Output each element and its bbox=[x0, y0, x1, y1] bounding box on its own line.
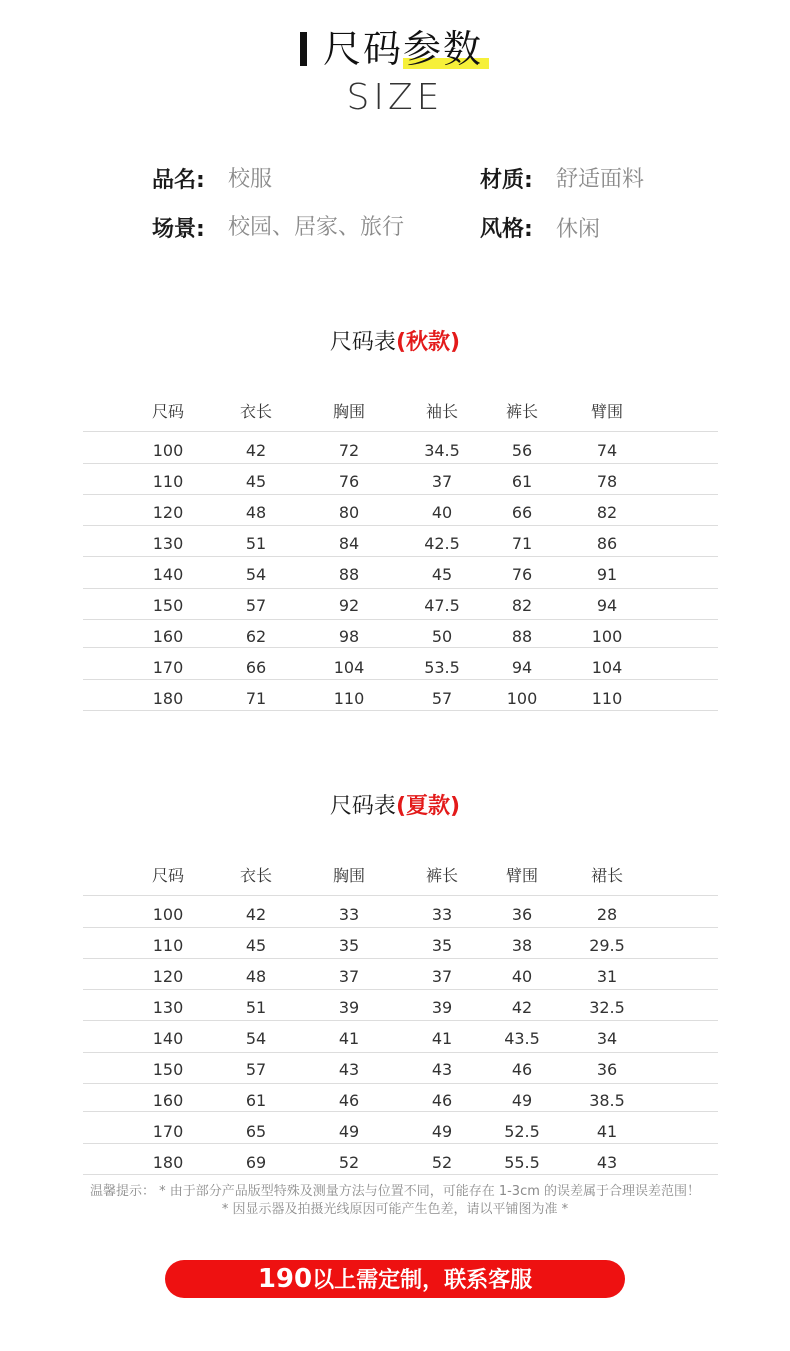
summer-table-title bbox=[0, 792, 790, 822]
column-header: 胸围 bbox=[332, 866, 365, 885]
autumn-title-suffix: (秋款) bbox=[395, 330, 461, 355]
table-cell: 49 bbox=[431, 1122, 453, 1141]
table-cell: 35 bbox=[338, 936, 360, 955]
table-cell: 94 bbox=[511, 658, 533, 677]
table-cell: 82 bbox=[596, 503, 618, 522]
table-cell: 160 bbox=[152, 1091, 184, 1110]
table-cell: 33 bbox=[431, 905, 453, 924]
table-cell: 34 bbox=[596, 1029, 618, 1048]
column-header: 胸围 bbox=[332, 402, 365, 421]
table-cell: 92 bbox=[338, 596, 360, 615]
table-cell: 98 bbox=[338, 627, 360, 646]
table-cell: 42 bbox=[245, 441, 267, 460]
autumn-table-title bbox=[0, 328, 790, 358]
column-header: 裤长 bbox=[505, 402, 538, 421]
table-cell: 41 bbox=[431, 1029, 453, 1048]
tip-note-tolerance: 温馨提示： * 由于部分产品版型特殊及测量方法与位置不同，可能存在 1-3cm 的误差属于合理误差范围！ bbox=[89, 1184, 701, 1199]
table-cell: 180 bbox=[152, 1153, 184, 1172]
table-cell: 45 bbox=[431, 565, 453, 584]
table-cell: 40 bbox=[431, 503, 453, 522]
table-cell: 61 bbox=[245, 1091, 267, 1110]
style-value: 休闲 bbox=[556, 217, 601, 242]
table-cell: 130 bbox=[152, 534, 184, 553]
table-cell: 54 bbox=[245, 565, 267, 584]
table-cell: 170 bbox=[152, 658, 184, 677]
table-cell: 46 bbox=[431, 1091, 453, 1110]
row-divider bbox=[83, 1020, 718, 1021]
table-cell: 40 bbox=[511, 967, 533, 986]
product-name-label: 品名: bbox=[152, 168, 205, 193]
cta-label: 以上需定制，联系客服 bbox=[312, 1268, 533, 1293]
table-cell: 33 bbox=[338, 905, 360, 924]
table-cell: 61 bbox=[511, 472, 533, 491]
table-cell: 45 bbox=[245, 936, 267, 955]
column-header: 臂围 bbox=[505, 866, 538, 885]
table-cell: 110 bbox=[152, 936, 184, 955]
table-cell: 45 bbox=[245, 472, 267, 491]
row-divider bbox=[83, 431, 718, 432]
table-cell: 54 bbox=[245, 1029, 267, 1048]
table-cell: 41 bbox=[338, 1029, 360, 1048]
table-cell: 130 bbox=[152, 998, 184, 1017]
table-cell: 43 bbox=[431, 1060, 453, 1079]
table-cell: 49 bbox=[338, 1122, 360, 1141]
table-cell: 150 bbox=[152, 596, 184, 615]
row-divider bbox=[83, 647, 718, 648]
table-cell: 74 bbox=[596, 441, 618, 460]
table-cell: 57 bbox=[431, 689, 453, 708]
row-divider bbox=[83, 1083, 718, 1084]
page-subtitle: SIZE bbox=[346, 77, 444, 118]
table-cell: 100 bbox=[591, 627, 623, 646]
row-divider bbox=[83, 1174, 718, 1175]
table-cell: 52 bbox=[338, 1153, 360, 1172]
table-cell: 46 bbox=[338, 1091, 360, 1110]
table-cell: 100 bbox=[506, 689, 538, 708]
scene-label: 场景: bbox=[152, 217, 205, 242]
column-header: 衣长 bbox=[239, 402, 272, 421]
table-cell: 39 bbox=[431, 998, 453, 1017]
table-cell: 62 bbox=[245, 627, 267, 646]
table-cell: 49 bbox=[511, 1091, 533, 1110]
cta-size-number: 190 bbox=[257, 1264, 313, 1294]
table-cell: 35 bbox=[431, 936, 453, 955]
table-cell: 120 bbox=[152, 967, 184, 986]
table-cell: 50 bbox=[431, 627, 453, 646]
table-cell: 86 bbox=[596, 534, 618, 553]
table-cell: 36 bbox=[596, 1060, 618, 1079]
table-cell: 29.5 bbox=[589, 936, 625, 955]
table-cell: 55.5 bbox=[504, 1153, 540, 1172]
table-cell: 120 bbox=[152, 503, 184, 522]
table-cell: 110 bbox=[152, 472, 184, 491]
table-cell: 140 bbox=[152, 565, 184, 584]
row-divider bbox=[83, 556, 718, 557]
custom-order-contact-button[interactable] bbox=[165, 1260, 625, 1298]
table-cell: 100 bbox=[152, 441, 184, 460]
row-divider bbox=[83, 710, 718, 711]
table-cell: 160 bbox=[152, 627, 184, 646]
row-divider bbox=[83, 1111, 718, 1112]
table-cell: 110 bbox=[591, 689, 623, 708]
table-cell: 91 bbox=[596, 565, 618, 584]
material-value: 舒适面料 bbox=[556, 167, 645, 192]
table-cell: 66 bbox=[245, 658, 267, 677]
table-cell: 48 bbox=[245, 967, 267, 986]
title-accent-bar bbox=[300, 32, 307, 66]
table-cell: 43 bbox=[596, 1153, 618, 1172]
table-cell: 140 bbox=[152, 1029, 184, 1048]
table-cell: 78 bbox=[596, 472, 618, 491]
table-cell: 37 bbox=[431, 967, 453, 986]
tip-note-color: * 因显示器及拍摄光线原因可能产生色差，请以平铺图为准 * bbox=[221, 1202, 569, 1217]
table-cell: 42 bbox=[511, 998, 533, 1017]
table-cell: 38 bbox=[511, 936, 533, 955]
autumn-size-table bbox=[83, 400, 718, 712]
row-divider bbox=[83, 588, 718, 589]
row-divider bbox=[83, 619, 718, 620]
row-divider bbox=[83, 958, 718, 959]
table-cell: 52 bbox=[431, 1153, 453, 1172]
column-header: 尺码 bbox=[151, 866, 184, 885]
table-cell: 56 bbox=[511, 441, 533, 460]
summer-title-prefix: 尺码表 bbox=[329, 794, 396, 819]
table-cell: 104 bbox=[591, 658, 623, 677]
table-cell: 80 bbox=[338, 503, 360, 522]
column-header: 袖长 bbox=[425, 402, 458, 421]
table-cell: 51 bbox=[245, 998, 267, 1017]
summer-size-table bbox=[83, 864, 718, 1176]
table-cell: 76 bbox=[338, 472, 360, 491]
table-cell: 43.5 bbox=[504, 1029, 540, 1048]
style-label: 风格: bbox=[480, 217, 533, 242]
table-cell: 72 bbox=[338, 441, 360, 460]
material-label: 材质: bbox=[480, 168, 533, 193]
table-cell: 150 bbox=[152, 1060, 184, 1079]
table-cell: 31 bbox=[596, 967, 618, 986]
table-cell: 84 bbox=[338, 534, 360, 553]
product-name-value: 校服 bbox=[228, 167, 273, 192]
table-cell: 47.5 bbox=[424, 596, 460, 615]
table-cell: 37 bbox=[338, 967, 360, 986]
table-cell: 28 bbox=[596, 905, 618, 924]
table-cell: 46 bbox=[511, 1060, 533, 1079]
row-divider bbox=[83, 679, 718, 680]
row-divider bbox=[83, 494, 718, 495]
row-divider bbox=[83, 927, 718, 928]
table-cell: 88 bbox=[511, 627, 533, 646]
table-cell: 69 bbox=[245, 1153, 267, 1172]
column-header: 臂围 bbox=[590, 402, 623, 421]
table-cell: 32.5 bbox=[589, 998, 625, 1017]
table-cell: 100 bbox=[152, 905, 184, 924]
table-cell: 76 bbox=[511, 565, 533, 584]
table-cell: 71 bbox=[511, 534, 533, 553]
table-cell: 180 bbox=[152, 689, 184, 708]
table-cell: 52.5 bbox=[504, 1122, 540, 1141]
row-divider bbox=[83, 895, 718, 896]
table-cell: 65 bbox=[245, 1122, 267, 1141]
table-cell: 42 bbox=[245, 905, 267, 924]
column-header: 裤长 bbox=[425, 866, 458, 885]
row-divider bbox=[83, 463, 718, 464]
page-title: 尺码参数 bbox=[323, 27, 484, 71]
table-cell: 39 bbox=[338, 998, 360, 1017]
table-cell: 110 bbox=[333, 689, 365, 708]
summer-title-suffix: (夏款) bbox=[395, 794, 461, 819]
row-divider bbox=[83, 525, 718, 526]
column-header: 尺码 bbox=[151, 402, 184, 421]
row-divider bbox=[83, 989, 718, 990]
column-header: 衣长 bbox=[239, 866, 272, 885]
table-cell: 34.5 bbox=[424, 441, 460, 460]
table-cell: 42.5 bbox=[424, 534, 460, 553]
table-cell: 43 bbox=[338, 1060, 360, 1079]
table-cell: 66 bbox=[511, 503, 533, 522]
table-cell: 57 bbox=[245, 1060, 267, 1079]
table-cell: 53.5 bbox=[424, 658, 460, 677]
table-cell: 170 bbox=[152, 1122, 184, 1141]
row-divider bbox=[83, 1052, 718, 1053]
row-divider bbox=[83, 1143, 718, 1144]
table-cell: 94 bbox=[596, 596, 618, 615]
table-cell: 57 bbox=[245, 596, 267, 615]
table-cell: 36 bbox=[511, 905, 533, 924]
table-cell: 82 bbox=[511, 596, 533, 615]
scene-value: 校园、居家、旅行 bbox=[228, 215, 405, 240]
table-cell: 71 bbox=[245, 689, 267, 708]
table-cell: 88 bbox=[338, 565, 360, 584]
column-header: 裙长 bbox=[590, 866, 623, 885]
table-cell: 48 bbox=[245, 503, 267, 522]
table-cell: 38.5 bbox=[589, 1091, 625, 1110]
table-cell: 104 bbox=[333, 658, 365, 677]
autumn-title-prefix: 尺码表 bbox=[329, 330, 396, 355]
table-cell: 41 bbox=[596, 1122, 618, 1141]
table-cell: 51 bbox=[245, 534, 267, 553]
table-cell: 37 bbox=[431, 472, 453, 491]
